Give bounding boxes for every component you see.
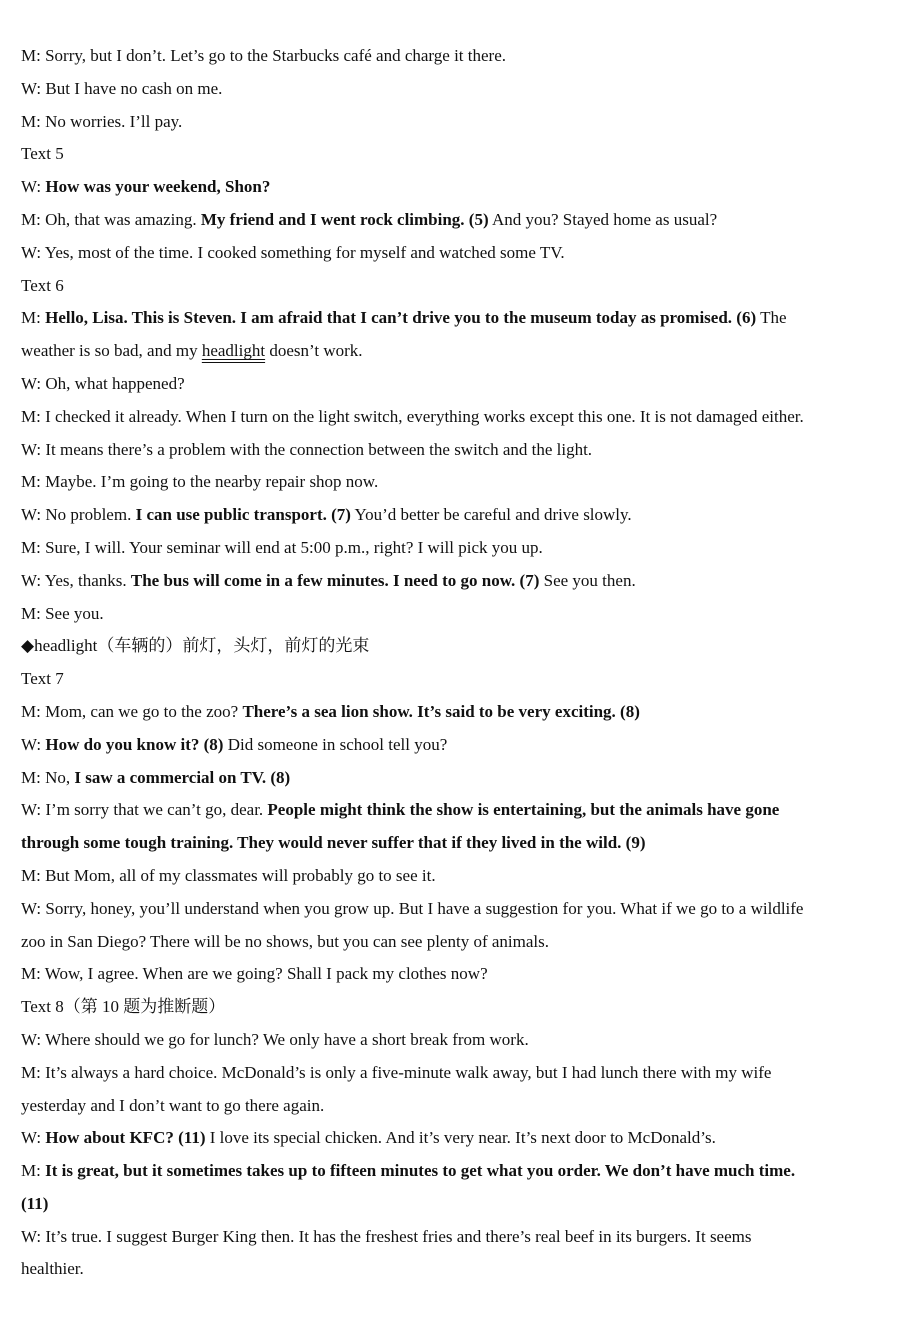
transcript-line [21,171,881,204]
line-text: W: Where should we go for lunch? We only have a short break from work. [21,1029,529,1049]
line-text: W: Yes, thanks. [21,570,131,590]
line-text: W: [21,734,46,754]
transcript-line [21,237,881,270]
bold-answer-text: through some tough training. They would never suffer that if they lived in the wild. (9) [21,833,646,853]
transcript-line [21,1253,881,1286]
bold-answer-text: My friend and I went rock climbing. (5) [200,209,489,229]
line-text: M: See you. [21,603,104,623]
transcript-line [21,991,881,1024]
transcript-line [21,565,881,598]
transcript-line [21,1155,881,1188]
line-text: W: Yes, most of the time. I cooked something for myself and watched some TV. [21,242,565,262]
transcript-line [21,204,881,237]
line-text: weather is so bad, and my [21,341,202,361]
transcript-line [21,860,881,893]
line-text: W: No problem. [21,505,136,525]
transcript-line [21,302,881,335]
line-text: The [756,308,787,328]
line-text: yesterday and I don’t want to go there again. [21,1095,325,1115]
line-text: Text 7 [21,669,64,689]
line-text: M: Maybe. I’m going to the nearby repair shop now. [21,472,379,492]
line-text: W: [21,1128,46,1148]
transcript-line [21,729,881,762]
line-text: M: [21,308,46,328]
transcript-line [21,1090,881,1123]
transcript-line [21,1057,881,1090]
transcript-line [21,598,881,631]
bold-answer-text: I saw a commercial on TV. (8) [74,767,291,787]
transcript-line [21,827,881,860]
transcript-line [21,1024,881,1057]
transcript-line [21,794,881,827]
bold-answer-text: I can use public transport. (7) [135,505,351,525]
transcript-line [21,499,881,532]
bold-answer-text: The bus will come in a few minutes. I need to go now. (7) [130,570,540,590]
line-text: M: No, [21,767,75,787]
underlined-term: headlight [201,341,266,361]
line-text: M: I checked it already. When I turn on the light switch, everything works except this one. It is not damaged either. [21,406,804,426]
line-text: ◆headlight（车辆的）前灯，头灯，前灯的光束 [21,636,370,656]
transcript-line [21,630,881,663]
transcript-line [21,762,881,795]
line-text: See you then. [539,570,636,590]
transcript-line [21,40,881,73]
line-text: Text 8（第 10 题为推断题） [21,997,226,1017]
line-text: And you? Stayed home as usual? [488,209,718,229]
line-text: M: No worries. I’ll pay. [21,111,183,131]
line-text: I love its special chicken. And it’s very near. It’s next door to McDonald’s. [205,1128,716,1148]
bold-answer-text: How about KFC? (11) [45,1128,206,1148]
transcript-line [21,106,881,139]
transcript-line [21,532,881,565]
line-text: M: [21,1161,46,1181]
transcript-line [21,926,881,959]
line-text: W: I’m sorry that we can’t go, dear. [21,800,268,820]
line-text: healthier. [21,1259,84,1279]
line-text: M: But Mom, all of my classmates will probably go to see it. [21,865,436,885]
line-text: doesn’t work. [265,341,363,361]
line-text: W: But I have no cash on me. [21,78,223,98]
bold-answer-text: How do you know it? (8) [45,734,224,754]
transcript-line [21,893,881,926]
line-text: Text 5 [21,144,64,164]
transcript-line [21,466,881,499]
line-text: W: Oh, what happened? [21,373,185,393]
transcript-line [21,958,881,991]
transcript-line [21,270,881,303]
line-text: W: It means there’s a problem with the connection between the switch and the light. [21,439,593,459]
line-text: zoo in San Diego? There will be no shows, but you can see plenty of animals. [21,931,549,951]
transcript-line [21,434,881,467]
line-text: M: It’s always a hard choice. McDonald’s is only a five-minute walk away, but I had lunch there with my wife [21,1062,772,1082]
line-text: M: Oh, that was amazing. [21,209,201,229]
transcript-line [21,696,881,729]
line-text: M: Sure, I will. Your seminar will end at 5:00 p.m., right? I will pick you up. [21,537,543,557]
bold-answer-text: It is great, but it sometimes takes up to fifteen minutes to get what you order. We don’t have much time. [45,1161,796,1181]
line-text: M: Wow, I agree. When are we going? Shall I pack my clothes now? [21,964,488,984]
transcript-line [21,138,881,171]
transcript-line [21,368,881,401]
line-text: W: [21,177,46,197]
transcript-document [21,40,881,1286]
transcript-line [21,1122,881,1155]
line-text: Did someone in school tell you? [223,734,448,754]
line-text: You’d better be careful and drive slowly. [350,505,632,525]
line-text: W: Sorry, honey, you’ll understand when you grow up. But I have a suggestion for you. What if we go to a wildlife [21,898,804,918]
bold-answer-text: People might think the show is entertaining, but the animals have gone [267,800,780,820]
line-text: Text 6 [21,275,64,295]
bold-answer-text: (11) [21,1193,49,1213]
transcript-line [21,663,881,696]
bold-answer-text: There’s a sea lion show. It’s said to be very exciting. (8) [242,701,640,721]
line-text: M: Sorry, but I don’t. Let’s go to the Starbucks café and charge it there. [21,46,507,65]
bold-answer-text: How was your weekend, Shon? [45,177,271,197]
bold-answer-text: Hello, Lisa. This is Steven. I am afraid that I can’t drive you to the museum today as promised. (6) [45,308,757,328]
line-text: W: It’s true. I suggest Burger King then. It has the freshest fries and there’s real beef in its burgers. It seems [21,1226,752,1246]
transcript-line [21,1221,881,1254]
transcript-line [21,335,881,368]
transcript-line [21,73,881,106]
transcript-line [21,401,881,434]
line-text: M: Mom, can we go to the zoo? [21,701,243,721]
transcript-line [21,1188,881,1221]
